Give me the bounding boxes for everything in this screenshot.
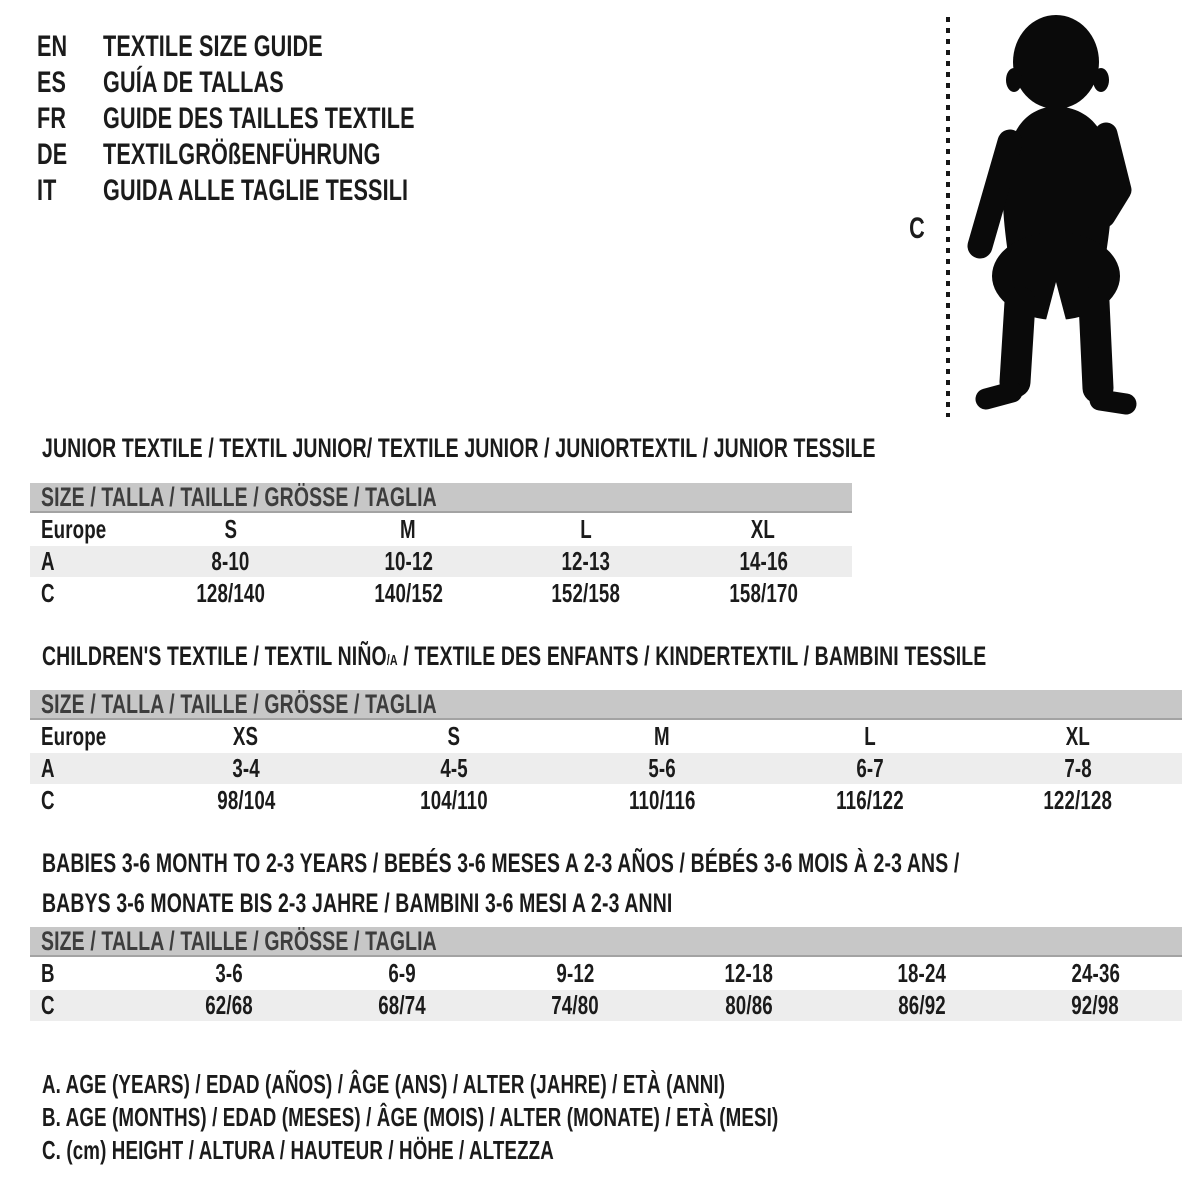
age-value: 12-13	[561, 546, 611, 576]
size-header-bar	[30, 690, 1182, 720]
language-row-de	[37, 138, 536, 174]
table-row-b	[30, 957, 1182, 990]
language-code: ES	[37, 66, 67, 99]
height-value: 122/128	[1043, 785, 1113, 815]
table-row-a	[30, 753, 1182, 784]
height-value: 128/140	[196, 578, 266, 608]
silhouette-leg-right	[1094, 302, 1098, 388]
height-value: 98/104	[216, 785, 276, 815]
height-value: 104/110	[420, 785, 488, 815]
babies-section-title: BABIES 3-6 MONTH TO 2-3 YEARS / BEBÉS 3-6 MESES A 2-3 AÑOS / BÉBÉS 3-6 MOIS À 2-3 ANS / BABYS 3-6 MONATE BIS 2-3 JAHRE / BAMBINI 3-6 MESI A 2-3 ANNI	[42, 848, 960, 918]
language-title: GUIDE DES TAILLES TEXTILE	[103, 102, 415, 135]
language-title-list	[37, 30, 536, 210]
language-row-fr	[37, 102, 536, 138]
language-code: DE	[37, 138, 68, 171]
row-label: C	[41, 990, 55, 1020]
size-header-label: SIZE / TALLA / TAILLE / GRÖSSE / TAGLIA	[41, 481, 437, 512]
height-value: 158/170	[728, 578, 798, 608]
table-row-europe	[30, 513, 852, 546]
junior-size-table	[30, 483, 852, 610]
table-row-c	[30, 784, 1182, 817]
age-value: 9-12	[556, 958, 595, 988]
height-value: 62/68	[204, 990, 253, 1020]
table-row-a	[30, 546, 852, 577]
nino-a-subscript: /A	[386, 653, 398, 669]
age-value: 14-16	[738, 546, 788, 576]
row-label: B	[41, 958, 55, 988]
age-value: 10-12	[383, 546, 433, 576]
size-header-bar	[30, 927, 1182, 957]
size-value: M	[400, 514, 417, 544]
language-code: FR	[37, 102, 67, 135]
age-value: 12-18	[724, 958, 773, 988]
silhouette-arm-right	[1104, 134, 1120, 216]
language-row-it	[37, 174, 536, 210]
row-label: A	[41, 546, 55, 576]
silhouette-foot-left	[986, 392, 1012, 399]
size-value: XL	[1065, 721, 1091, 751]
table-row-c	[30, 577, 852, 610]
height-value: 152/158	[551, 578, 621, 608]
silhouette-torso	[1003, 106, 1112, 254]
legend-line-a: A. AGE (YEARS) / EDAD (AÑOS) / ÂGE (ANS) / ALTER (JAHRE) / ETÀ (ANNI)	[42, 1069, 726, 1099]
junior-section-title: JUNIOR TEXTILE / TEXTIL JUNIOR/ TEXTILE JUNIOR / JUNIORTEXTIL / JUNIOR TESSILE	[42, 433, 876, 463]
size-value: S	[224, 514, 238, 544]
height-value: 110/116	[628, 785, 696, 815]
age-value: 6-7	[856, 753, 884, 783]
size-value: XS	[233, 721, 259, 751]
silhouette-ear-left	[1006, 68, 1022, 92]
age-value: 3-6	[214, 958, 243, 988]
language-title: TEXTILGRÖßENFÜHRUNG	[103, 138, 381, 171]
size-value: L	[579, 514, 592, 544]
legend-line-b: B. AGE (MONTHS) / EDAD (MESES) / ÂGE (MOIS) / ALTER (MONATE) / ETÀ (MESI)	[42, 1102, 779, 1132]
height-value: 80/86	[724, 990, 773, 1020]
table-row-c	[30, 990, 1182, 1021]
age-value: 18-24	[897, 958, 947, 988]
silhouette-foot-right	[1100, 400, 1126, 404]
language-code: IT	[37, 174, 57, 207]
language-code: EN	[37, 30, 68, 63]
children-section-title: CHILDREN'S TEXTILE / TEXTIL NIÑO/A / TEXTILE DES ENFANTS / KINDERTEXTIL / BAMBINI TESSILE	[42, 641, 987, 671]
height-value: 92/98	[1071, 990, 1120, 1020]
children-size-table	[30, 690, 1182, 817]
row-label: Europe	[41, 721, 107, 751]
language-row-en	[37, 30, 536, 66]
age-value: 5-6	[648, 753, 676, 783]
age-value: 7-8	[1064, 753, 1092, 783]
row-label: A	[41, 753, 55, 783]
age-value: 3-4	[232, 753, 260, 783]
size-value: XL	[751, 514, 776, 544]
height-value: 68/74	[378, 990, 426, 1020]
age-value: 8-10	[211, 546, 250, 576]
silhouette-ear-right	[1093, 68, 1109, 92]
age-value: 24-36	[1070, 958, 1120, 988]
size-value: S	[447, 721, 461, 751]
language-title: TEXTILE SIZE GUIDE	[103, 30, 323, 63]
language-title: GUÍA DE TALLAS	[103, 66, 284, 99]
language-row-es	[37, 66, 536, 102]
language-title: GUIDA ALLE TAGLIE TESSILI	[103, 174, 409, 207]
age-value: 6-9	[388, 958, 416, 988]
height-value: 86/92	[898, 990, 946, 1020]
babies-size-table	[30, 927, 1182, 1021]
age-value: 4-5	[440, 753, 468, 783]
row-label: C	[41, 578, 55, 608]
size-header-bar	[30, 483, 852, 513]
silhouette-head	[1013, 15, 1099, 109]
size-value: M	[654, 721, 670, 751]
size-header-label: SIZE / TALLA / TAILLE / GRÖSSE / TAGLIA	[41, 688, 437, 719]
row-label: Europe	[41, 514, 107, 544]
silhouette-leg-left	[1015, 302, 1020, 382]
table-row-europe	[30, 720, 1182, 753]
height-value: 116/122	[836, 785, 904, 815]
measurement-legend	[42, 1068, 1065, 1167]
height-value: 140/152	[373, 578, 443, 608]
size-value: L	[864, 721, 876, 751]
row-label: C	[41, 785, 55, 815]
size-header-label: SIZE / TALLA / TAILLE / GRÖSSE / TAGLIA	[41, 925, 437, 956]
height-value: 74/80	[551, 990, 600, 1020]
toddler-silhouette	[958, 14, 1143, 418]
legend-line-c: C. (cm) HEIGHT / ALTURA / HAUTEUR / HÖHE / ALTEZZA	[42, 1135, 554, 1165]
measure-label-c: C	[909, 212, 925, 245]
dashed-measure-line	[946, 17, 950, 417]
